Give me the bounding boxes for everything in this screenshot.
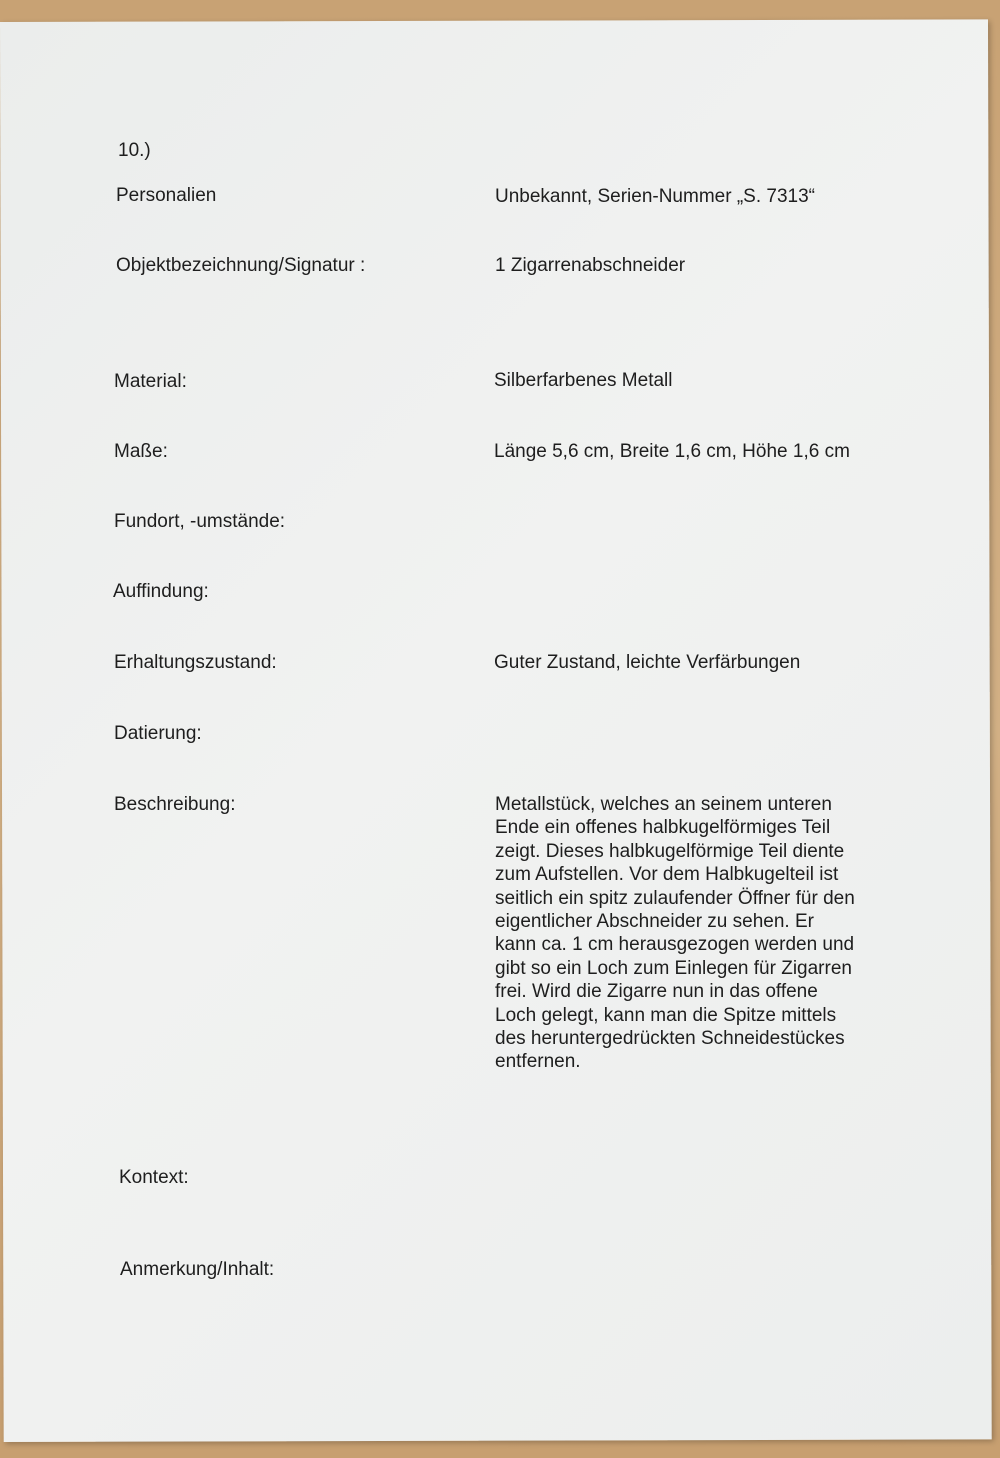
- label-kontext: Kontext:: [119, 1167, 189, 1188]
- label-fundort: Fundort, -umstände:: [114, 511, 286, 532]
- label-anmerkung: Anmerkung/Inhalt:: [120, 1259, 275, 1280]
- label-objektbezeichnung: Objektbezeichnung/Signatur :: [116, 255, 366, 276]
- label-datierung: Datierung:: [114, 723, 202, 744]
- value-personalien: Unbekannt, Serien-Nummer „S. 7313“: [495, 186, 815, 207]
- value-masse: Länge 5,6 cm, Breite 1,6 cm, Höhe 1,6 cm: [494, 441, 850, 462]
- value-material: Silberfarbenes Metall: [494, 370, 673, 391]
- label-erhaltungszustand: Erhaltungszustand:: [114, 652, 277, 673]
- record-number: 10.): [118, 140, 151, 161]
- label-beschreibung: Beschreibung:: [114, 794, 236, 815]
- label-material: Material:: [114, 371, 187, 392]
- value-beschreibung: Metallstück, welches an seinem unteren Ende ein offenes halbkugelförmiges Teil zeigt. Dieses halbkugelförmige Teil diente zum Aufstellen. Vor dem Halbkugelteil ist seitlich ein spitz zulaufender Öffner für den eigentlicher Abschneider zu sehen. Er kann ca. 1 cm herausgezogen werden und gibt so ein Loch zum Einlegen für Zigarren frei. Wird die Zigarre nun in das offene Loch gelegt, kann man die Spitze mittels des heruntergedrückten Schneidestückes entfernen.: [495, 794, 855, 1073]
- value-erhaltungszustand: Guter Zustand, leichte Verfärbungen: [494, 652, 801, 673]
- value-objektbezeichnung: 1 Zigarrenabschneider: [495, 255, 686, 276]
- label-masse: Maße:: [114, 441, 168, 462]
- label-personalien: Personalien: [116, 185, 217, 206]
- label-auffindung: Auffindung:: [113, 581, 209, 602]
